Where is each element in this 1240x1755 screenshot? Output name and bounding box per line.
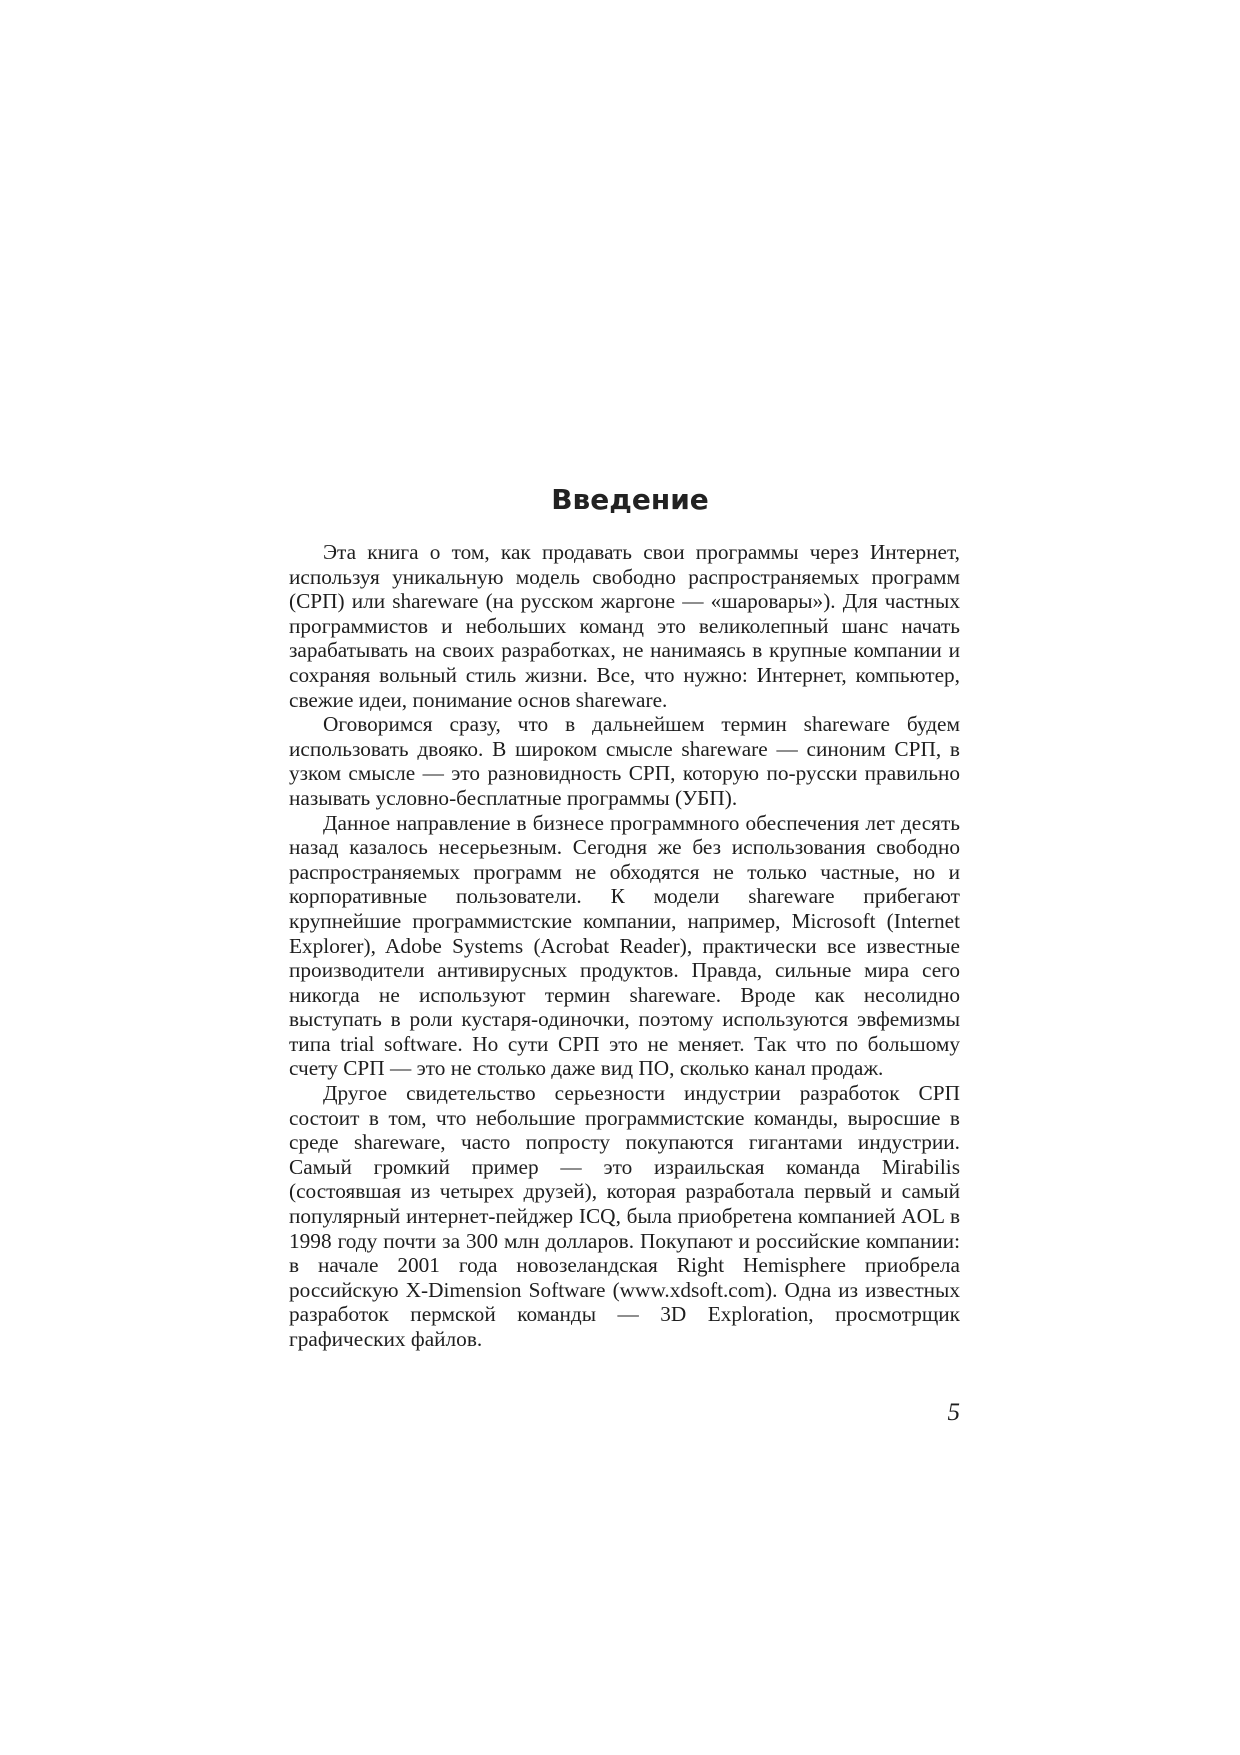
chapter-title: Введение <box>551 483 709 516</box>
page-number: 5 <box>947 1399 960 1426</box>
chapter-body <box>289 540 960 1352</box>
paragraph: Другое свидетельство серьезности индустрии разработок СРП состоит в том, что небольшие программистские команды, выросшие в среде shareware, часто попросту покупаются гигантами индустрии. Самый громкий пример — это израильская команда Mirabilis (состоявшая из четырех друзей), которая разработала первый и самый популярный интернет-пейджер ICQ, была приобретена компанией AOL в 1998 году почти за 300 млн долларов. Покупают и российские компании: в начале 2001 года новозеландская Right Hemisphere приобрела российскую X-Dimension Software (www.xdsoft.com). Одна из известных разработок пермской команды — 3D Exploration, просмотрщик графических файлов. <box>289 1081 960 1351</box>
paragraph: Эта книга о том, как продавать свои программы через Интернет, используя уникальную модель свободно распространяемых программ (СРП) или shareware (на русском жаргоне — «шаровары»). Для частных программистов и небольших команд это великолепный шанс начать зарабатывать на своих разработках, не нанимаясь в крупные компании и сохраняя вольный стиль жизни. Все, что нужно: Интернет, компьютер, свежие идеи, понимание основ shareware. <box>289 540 960 712</box>
paragraph: Данное направление в бизнесе программного обеспечения лет десять назад казалось несерьезным. Сегодня же без использования свободно распространяемых программ не обходятся не только частные, но и корпоративные пользователи. К модели shareware прибегают крупнейшие программистские компании, например, Microsoft (Internet Explorer), Adobe Systems (Acrobat Reader), практически все известные производители антивирусных продуктов. Правда, сильные мира сего никогда не используют термин shareware. Вроде как несолидно выступать в роли кустаря-одиночки, поэтому используются эвфемизмы типа trial software. Но сути СРП это не меняет. Так что по большому счету СРП — это не столько даже вид ПО, сколько канал продаж. <box>289 810 960 1081</box>
paragraph: Оговоримся сразу, что в дальнейшем термин shareware будем использовать двояко. В широком смысле shareware — синоним СРП, в узком смысле — это разновидность СРП, которую по-русски правильно называть условно-бесплатные программы (УБП). <box>289 712 960 810</box>
